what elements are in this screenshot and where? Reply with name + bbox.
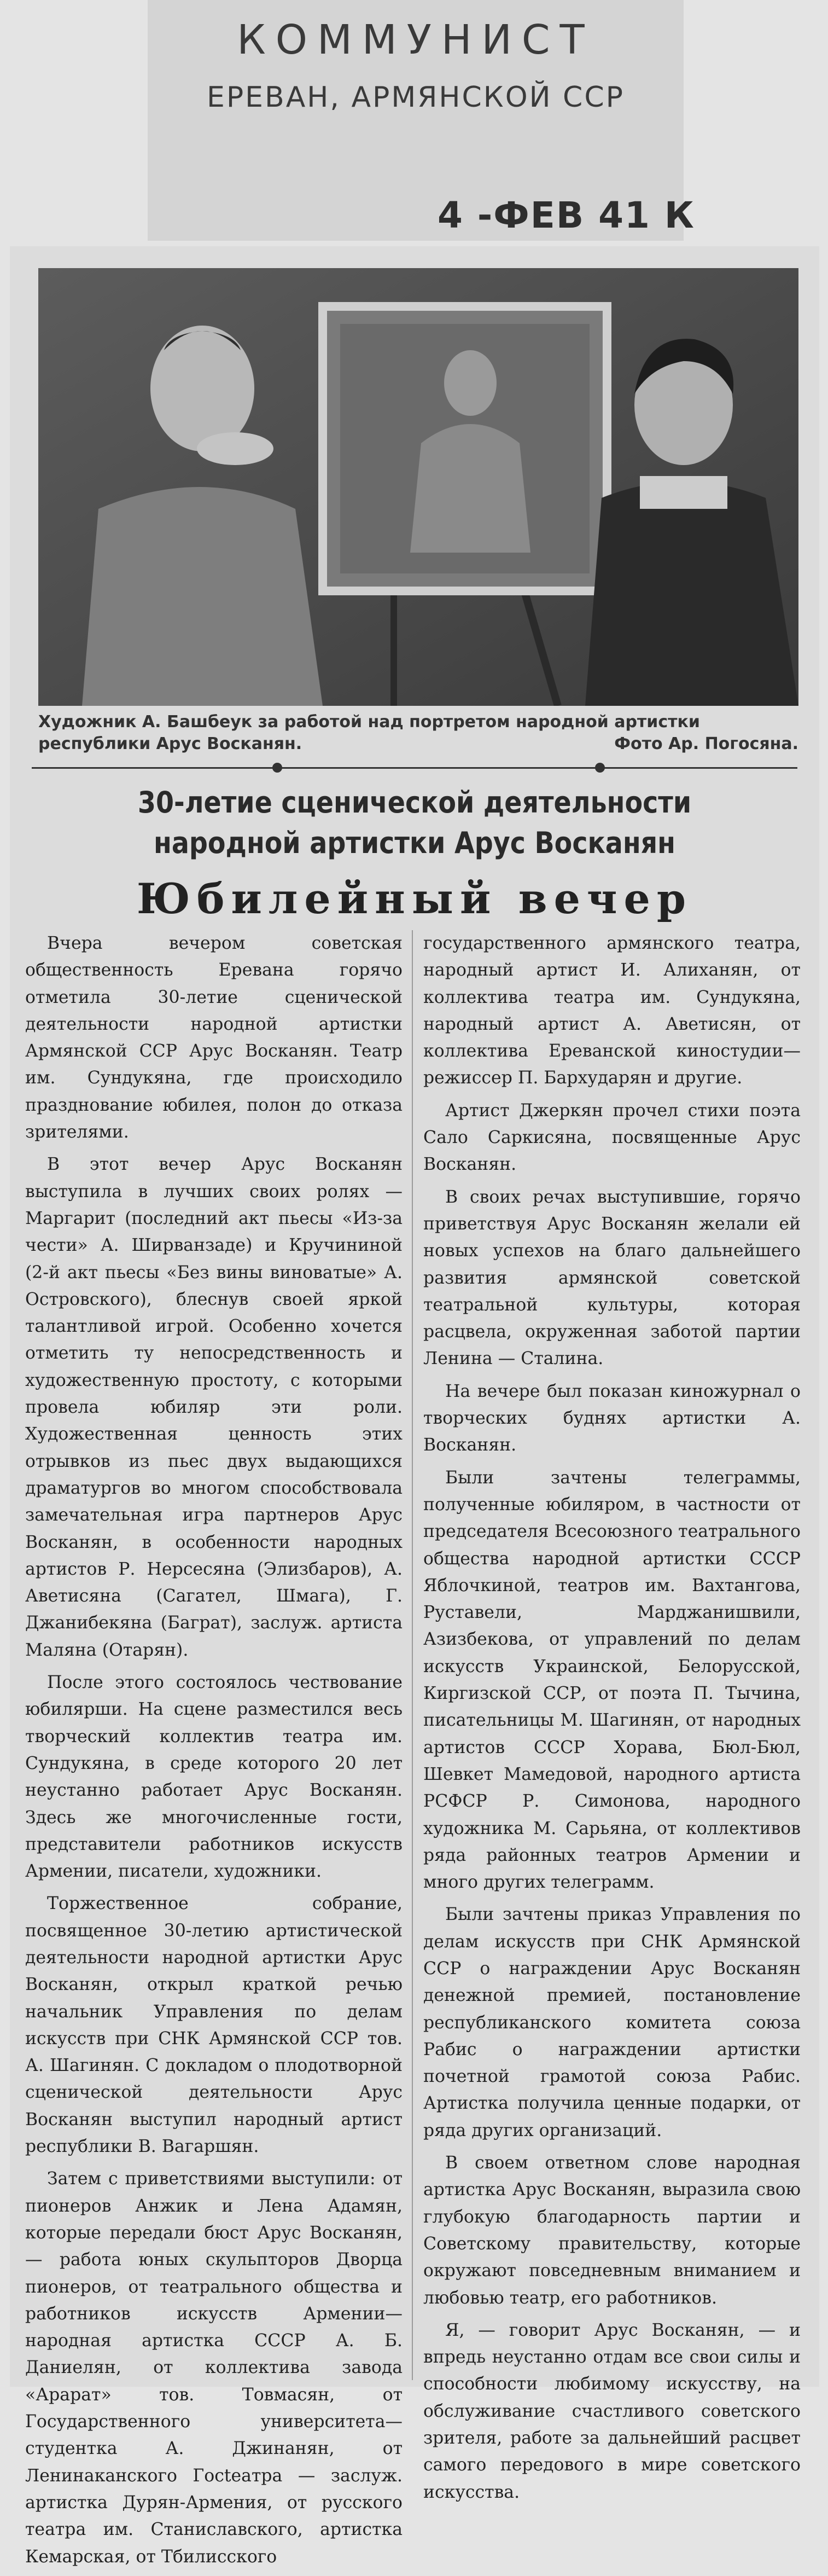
newspaper-title: КОММУНИСТ	[237, 16, 594, 63]
paragraph: Были зачтены телеграммы, полученные юбиляром, в частности от председателя Всесоюзного театрального общества народной артистки СССР Яблочкиной, театров им. Вахтангова, Руставели, Марджанишвили, Азизбекова, от управлений по делам искусств Украинской, Белорусской, Киргизской ССР, от поэта П. Тычина, писательницы М. Шагинян, от народных артистов СССР Хорава, Бюл-Бюл, Шевкет Мамедовой, народного артиста РСФСР Р. Симонова, народного художника М. Сарьяна, от коллективов ряда районных театров Армении и много других телеграмм.	[423, 1467, 801, 1893]
article-column-right	[423, 930, 801, 2511]
photo-caption	[38, 711, 798, 755]
photo-caption-text: Художник А. Башбеук за работой над портретом народной артистки республики Арус Восканян.	[38, 712, 700, 753]
article-photo	[38, 268, 798, 706]
photo-credit: Фото Ар. Погосяна.	[614, 734, 798, 753]
article-headline: 30-летие сценической деятельности народной артистки Арус Восканян	[137, 785, 692, 860]
section-divider	[32, 761, 797, 775]
date-stamp: 4 -ФЕВ 41 К	[438, 194, 695, 236]
article-clipping	[10, 246, 819, 2567]
paragraph: В своих речах выступившие, горячо приветствуя Арус Восканян желали ей новых успехов на благо дальнейшего развития армянской советской театральной культуры, которая расцвела, окруженная заботой партии Ленина — Сталина.	[423, 1187, 801, 1369]
paragraph: В своем ответном слове народная артистка Арус Восканян, выразила свою глубокую благодарность партии и Советскому правительству, которые окружают повседневным вниманием и любовью театр, его работников.	[423, 2153, 801, 2308]
paragraph: Были зачтены приказ Управления по делам искусств при СНК Армянской ССР о награждении Арус Восканян денежной премией, постановление республиканского комитета союза Рабис о награждении артистки почетной грамотой союза Рабис. Артистка получила ценные подарки, от ряда других организаций.	[423, 1905, 801, 2140]
article-column-left	[25, 930, 403, 2576]
column-rule	[412, 930, 413, 2380]
article-subheadline: Юбилейный вечер	[136, 874, 693, 923]
newspaper-location: ЕРЕВАН, АРМЯНСКОЙ ССР	[206, 81, 625, 114]
paragraph: Вчера вечером советская общественность Еревана горячо отметила 30-летие сценической деятельности народной артистки Армянской ССР Арус Восканян. Театр им. Сундукяна, где происходило празднование юбилея, полон до отказа зрителями.	[25, 933, 403, 1142]
paragraph: На вечере был показан киножурнал о творческих буднях артистки А. Восканян.	[423, 1381, 801, 1455]
paragraph: После этого состоялось чествование юбилярши. На сцене разместился весь творческий коллектив театра им. Сундукяна, в среде которого 20 лет неустанно работает Арус Восканян. Здесь же многочисленные гости, представители работников искусств Армении, писатели, художники.	[25, 1673, 403, 1882]
paragraph: Затем с приветствиями выступили: от пионеров Анжик и Лена Адамян, которые передали бюст Арус Восканян, — работа юных скульпторов Дворца пионеров, от театрального общества и работников искусств Армении—народная артистка СССР А. Б. Даниелян, от коллектива завода «Арарат» тов. Товмасян, от Государственного университета—студентка А. Джинанян, от Ленинаканского Госteатра — заслуж. артистка Дурян-Армения, от русского театра им. Станиславского, артистка Кемарская, от Тбилисского	[25, 2169, 403, 2567]
paragraph: Торжественное собрание, посвященное 30-летию артистической деятельности народной артистки Арус Восканян, открыл краткой речью начальник Управления по делам искусств при СНК Армянской ССР тов. А. Шагинян. С докладом о плодотворной сценической деятельности Арус Восканян выступил народный артист республики В. Вагаршян.	[25, 1894, 403, 2157]
paragraph: государственного армянского театра, народный артист И. Алиханян, от коллектива театра им. Сундукяна, народный артист А. Аветисян, от коллектива Ереванской киностудии—режиссер П. Бархударян и другие.	[423, 933, 801, 1088]
paragraph: Я, — говорит Арус Восканян, — и впредь неустанно отдам все свои силы и способности любимому искусству, на обслуживание счастливого советского зрителя, работе за дальнейший расцвет самого передового в мире советского искусства.	[423, 2320, 801, 2502]
paragraph: Артист Джеркян прочел стихи поэта Сало Саркисяна, посвященные Арус Восканян.	[423, 1100, 801, 1175]
paragraph: В этот вечер Арус Восканян выступила в лучших своих ролях — Маргарит (последний акт пьесы «Из-за чести» А. Ширванзаде) и Кручининой (2-й акт пьесы «Без вины виноватые» А. Островского), блеснув своей яркой талантливой игрой. Особенно хочется отметить ту непосредственность и художественную простоту, с которыми провела юбиляр эти роли. Художественная ценность этих отрывков из пьес двух выдающихся драматургов во многом способствовала замечательная игра партнеров Арус Восканян, в особенности народных артистов Р. Нерсесяна (Элизбаров), А. Аветисяна (Сагател, Шмага), Г. Джанибекяна (Баграт), заслуж. артиста Маляна (Отарян).	[25, 1154, 403, 1660]
